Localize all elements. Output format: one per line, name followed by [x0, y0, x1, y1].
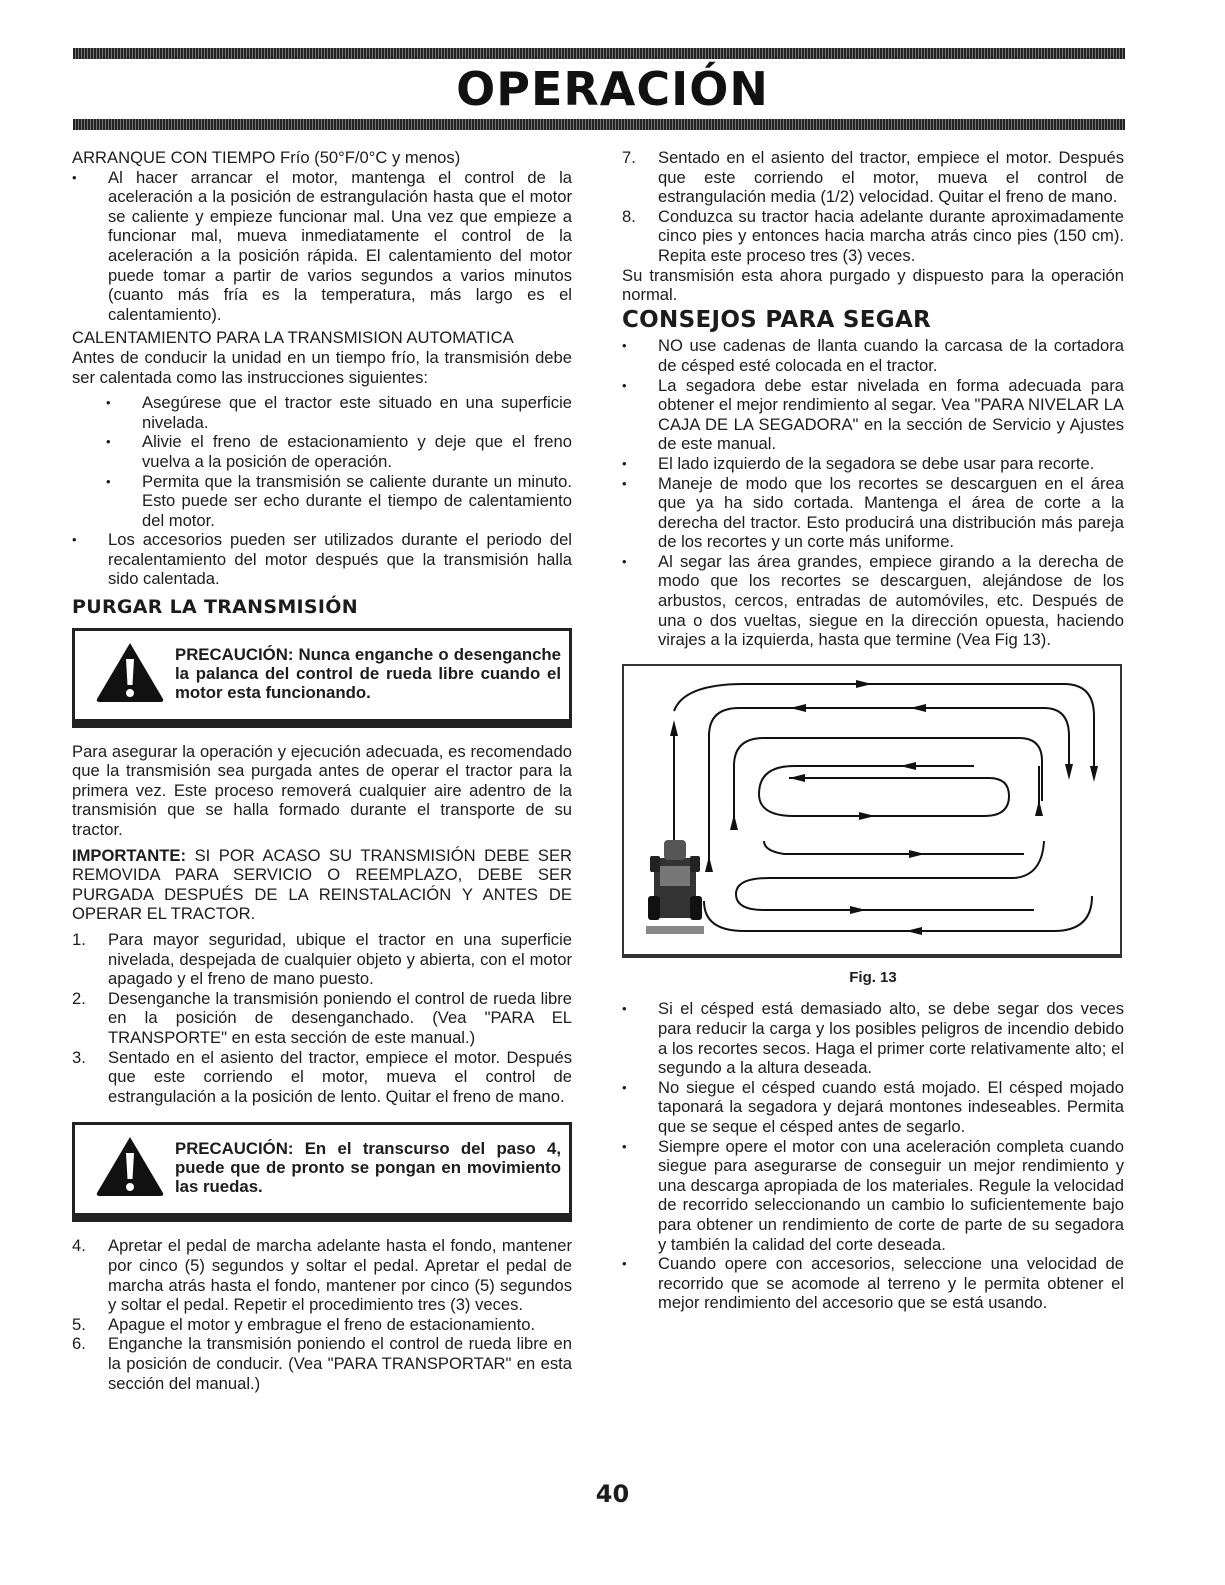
tip-item: • Maneje de modo que los recortes se descarguen en el área que ya ha sido cortada. Mantenga el área de corte a la derecha del tractor. Esto producirá una distribución más pareja de los recortes y un corte más uniforme. [622, 474, 1124, 552]
step-item [72, 989, 572, 1048]
step-text: Conduzca su tractor hacia adelante durante aproximadamente cinco pies y entonces hacia marcha atrás cinco pies (150 cm). Repita este proceso tres (3) veces. [658, 206, 1124, 265]
step-item [72, 1048, 572, 1107]
tip-item: • Siempre opere el motor con una aceleración completa cuando siegue para asegurarse de conseguir un mejor rendimiento y una descarga apropiada de los materiales. Regule la velocidad de recorrido seleccionando un cambio lo suficientemente bajo para obtener un rendimiento de corte de parte de su segadora y también la calidad del corte deseada. [622, 1137, 1124, 1255]
mowing-pattern-diagram [624, 666, 1120, 950]
step-text: Enganche la transmisión poniendo el control de rueda libre en la posición de conducir. (Vea "PARA TRANSPORTAR" en esta sección del manual.) [108, 1334, 572, 1393]
tip-item: • El lado izquierdo de la segadora se debe usar para recorte. [622, 454, 1124, 474]
step-number: 6. [72, 1334, 86, 1354]
step-number: 1. [72, 930, 86, 949]
tips-heading: CONSEJOS PARA SEGAR [622, 306, 932, 333]
step-item [622, 207, 1124, 266]
important-text: SI POR ACASO SU TRANSMISIÓN DEBE SER REMOVIDA PARA SERVICIO O REEMPLAZO, DEBE SER PURGADA DESPUÉS DE LA REINSTALACIÓN Y ANTES DE OPERAR EL TRACTOR. [72, 845, 572, 924]
step-text: Desenganche la transmisión poniendo el control de rueda libre en la posición de desenganchado. (Vea "PARA EL TRANSPORTE" en esta sección de este manual.) [108, 988, 572, 1047]
page-number: 40 [595, 1480, 630, 1508]
warmup-heading: CALENTAMIENTO PARA LA TRANSMISION AUTOMATICA [72, 328, 514, 348]
warmup-item: • Permita que la transmisión se caliente durante un minuto. Esto puede ser echo durante el tiempo de calentamiento del motor. [106, 472, 572, 531]
step-text: Sentado en el asiento del tractor, empiece el motor. Después que este corriendo el motor, mueva el control de estrangulación media (1/2) velocidad. Quitar el freno de mano. [658, 148, 1124, 207]
step-item [72, 930, 572, 989]
cold-start-bullet: • Al hacer arrancar el motor, mantenga el control de la aceleración a la posición de estrangulación hasta que el motor se caliente y empieze funcionar mal. Una vez que empieze a funcionar mal, mueva inmediatamente el control de la aceleración a la posición rápida. El calentamiento del motor puede tomar a partir de varios segundos a varios minutos (cuanto más fría es la temperatura, más largo es el calentamiento). [72, 168, 572, 325]
mowing-pattern-figure [622, 664, 1122, 958]
left-column [72, 148, 572, 1393]
step-number: 4. [72, 1236, 86, 1256]
tractor-icon [646, 840, 704, 934]
step-text: Apague el motor y embrague el freno de estacionamiento. [108, 1314, 536, 1334]
purge-intro: Para asegurar la operación y ejecución adecuada, es recomendado que la transmisión sea purgada antes de operar el tractor para la primera vez. Este proceso removerá cualquier aire adentro de la transmisión que se halla formado durante el transporte de su tractor. [72, 741, 572, 840]
tip-item: • Al segar las área grandes, empiece girando a la derecha de modo que los recortes se descarguen, alejándose de los arbustos, cercos, entradas de automóviles, etc. Después de una o dos vueltas, siegue en la dirección opuesta, haciendo virajes a la izquierda, hasta que termine (Vea Fig 13). [622, 552, 1124, 650]
top-rule [73, 48, 1125, 59]
title-underline [73, 119, 1125, 130]
step-text: Para mayor seguridad, ubique el tractor en una superficie nivelada, despejada de cualquier objeto y abierta, con el motor apagado y el freno de mano puesto. [108, 930, 572, 989]
step-number: 3. [72, 1047, 86, 1067]
important-label: IMPORTANTE: [72, 845, 186, 865]
step-number: 5. [72, 1314, 86, 1334]
cold-start-heading: ARRANQUE CON TIEMPO Frío (50°F/0°C y menos) [72, 148, 461, 167]
purge-heading: PURGAR LA TRANSMISIÓN [72, 596, 358, 619]
tip-item: • No siegue el césped cuando está mojado. El césped mojado taponará la segadora y dejará montones indeseables. Permita que se seque el césped antes de segarlo. [622, 1078, 1124, 1137]
warning-triangle-icon [95, 641, 165, 703]
warning-triangle-icon [95, 1135, 165, 1197]
step-item [72, 1315, 572, 1335]
step-text: Sentado en el asiento del tractor, empiece el motor. Después que este corriendo el motor, mueva el control de estrangulación a la posición de lento. Quitar el freno de mano. [108, 1047, 572, 1106]
accessories-bullet: • Los accesorios pueden ser utilizados durante el periodo del recalentamiento del motor después que la transmisión halla sido calentada. [72, 530, 572, 589]
step-number: 7. [622, 148, 636, 167]
figure-caption: Fig. 13 [849, 968, 897, 986]
tip-item: • NO use cadenas de llanta cuando la carcasa de la cortadora de césped esté colocada en el tractor. [622, 336, 1124, 375]
step-item [72, 1236, 572, 1314]
page-title: OPERACIÓN [456, 62, 769, 116]
warmup-intro: Antes de conducir la unidad en un tiempo frío, la transmisión debe ser calentada como las instrucciones siguientes: [72, 347, 572, 387]
warning-text: PRECAUCIÓN: Nunca enganche o desenganche la palanca del control de rueda libre cuando el motor esta funcionando. [175, 644, 561, 702]
ready-text: Su transmisión esta ahora purgado y dispuesto para la operación normal. [622, 265, 1124, 305]
right-column [622, 148, 1124, 1313]
warmup-item: • Alivie el freno de estacionamiento y deje que el freno vuelva a la posición de operación. [106, 432, 572, 471]
important-note [72, 846, 572, 924]
step-item [622, 148, 1124, 207]
step-item [72, 1334, 572, 1393]
step-text: Apretar el pedal de marcha adelante hasta el fondo, mantener por cinco (5) segundos y soltar el pedal. Apretar el pedal de marcha atrás hasta el fondo, mantener por cinco (5) segundos y soltar el pedal. Repetir el procedimiento tres (3) veces. [108, 1236, 572, 1315]
warning-box [72, 1122, 572, 1222]
warning-box [72, 628, 572, 728]
warmup-item: • Asegúrese que el tractor este situado en una superficie nivelada. [106, 393, 572, 432]
tip-item: • Si el césped está demasiado alto, se debe segar dos veces para reducir la carga y los posibles peligros de incendio debido a los recortes secos. Haga el primer corte relativamente alto; el segundo a la altura deseada. [622, 999, 1124, 1077]
tip-item: • La segadora debe estar nivelada en forma adecuada para obtener el mejor rendimiento al segar. Vea "PARA NIVELAR LA CAJA DE LA SEGADORA" en la sección de Servicio y Ajustes de este manual. [622, 376, 1124, 454]
tip-item: • Cuando opere con accesorios, seleccione una velocidad de recorrido que se acomode al terreno y le permita obtener el mejor rendimiento del accesorio que se está usando. [622, 1254, 1124, 1313]
step-number: 8. [622, 206, 636, 226]
warning-text: PRECAUCIÓN: En el transcurso del paso 4, puede que de pronto se pongan en movimiento las ruedas. [175, 1139, 561, 1197]
step-number: 2. [72, 988, 86, 1008]
